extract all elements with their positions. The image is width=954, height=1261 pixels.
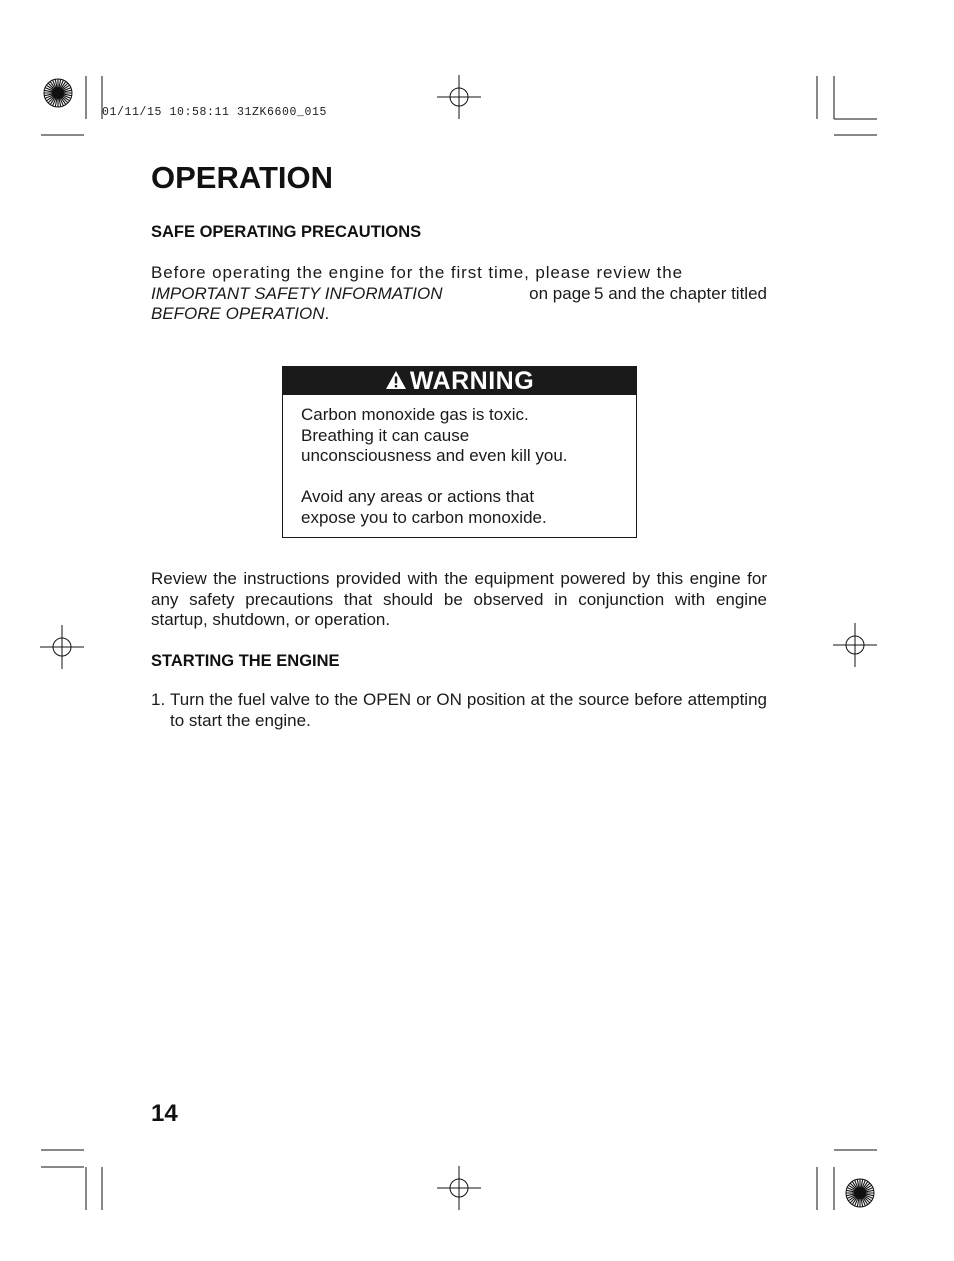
page-number: 14: [151, 1100, 178, 1127]
registration-crosshair-icon: [437, 1166, 481, 1210]
intro-period: .: [324, 304, 330, 323]
warning-label: WARNING: [409, 367, 535, 395]
safe-operating-heading: SAFE OPERATING PRECAUTIONS: [151, 223, 422, 241]
warning-box: [282, 366, 637, 538]
registration-crosshair-icon: [437, 75, 481, 119]
warning-body: [283, 395, 636, 528]
warning-line: unconsciousness and even kill you.: [301, 446, 568, 465]
warning-triangle-icon: [385, 370, 407, 390]
registration-crosshair-icon: [40, 625, 84, 669]
step-item: [151, 690, 767, 731]
starting-engine-heading: STARTING THE ENGINE: [151, 652, 340, 670]
warning-paragraph: [301, 405, 618, 467]
print-slug: 01/11/15 10:58:11 31ZK6600_015: [102, 106, 328, 119]
review-paragraph: Review the instructions provided with the equipment powered by this engine for any safety precautions that should be observed in conjunction with engine startup, shutdown, or operation.: [151, 569, 767, 629]
before-operation-reference: BEFORE OPERATION: [151, 304, 325, 323]
intro-text: on page 5 and the chapter titled: [524, 283, 767, 303]
warning-paragraph: [301, 487, 618, 528]
page-title: OPERATION: [151, 160, 333, 195]
intro-line: [151, 284, 767, 305]
intro-line: [151, 304, 767, 325]
registration-crosshair-icon: [833, 623, 877, 667]
step-text: Turn the fuel valve to the OPEN or ON position at the source before attempting to start the engine.: [170, 690, 767, 730]
warning-line: Avoid any areas or actions that: [301, 487, 535, 506]
warning-header: [283, 367, 636, 395]
warning-line: Breathing it can cause: [301, 425, 470, 445]
step-number: 1.: [151, 690, 166, 709]
warning-line: Carbon monoxide gas is toxic.: [301, 405, 529, 424]
important-safety-reference: IMPORTANT SAFETY INFORMATION: [151, 283, 443, 303]
warning-line: expose you to carbon monoxide.: [301, 507, 547, 527]
registration-starburst-icon: [44, 79, 72, 107]
intro-text: Before operating the engine for the first time, please review the: [151, 263, 683, 282]
registration-starburst-icon: [846, 1179, 874, 1207]
safe-operating-intro: [151, 263, 767, 325]
